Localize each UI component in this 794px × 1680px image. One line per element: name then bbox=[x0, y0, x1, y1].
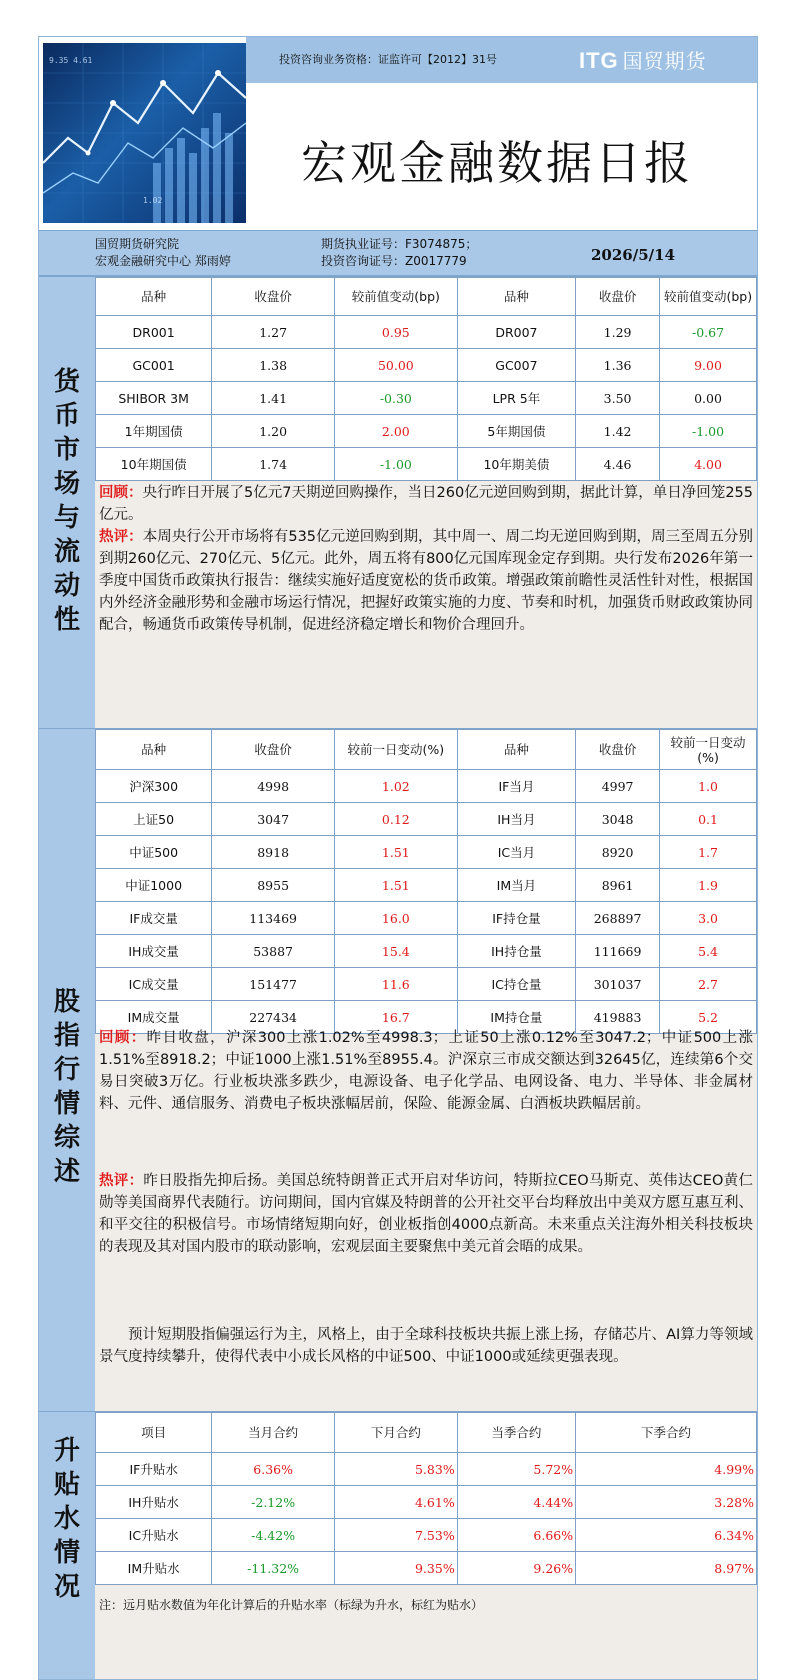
table-cell: 5.83% bbox=[334, 1453, 457, 1486]
table-cell: 沪深300 bbox=[96, 770, 212, 803]
table-cell: 1.41 bbox=[212, 382, 335, 415]
table-cell: 中证1000 bbox=[96, 869, 212, 902]
money-review-label: 回顾： bbox=[99, 485, 143, 501]
column-header: 收盘价 bbox=[576, 278, 660, 316]
stock-comment bbox=[99, 1170, 753, 1258]
column-header: 较前值变动(bp) bbox=[334, 278, 457, 316]
table-cell: 6.34% bbox=[576, 1519, 757, 1552]
table-cell: 4.00 bbox=[660, 448, 757, 481]
table-header-row bbox=[96, 730, 757, 770]
table-cell: 4.61% bbox=[334, 1486, 457, 1519]
table-cell: 113469 bbox=[212, 902, 335, 935]
table-cell: IM成交量 bbox=[96, 1001, 212, 1034]
table-cell: SHIBOR 3M bbox=[96, 382, 212, 415]
table-cell: 3.28% bbox=[576, 1486, 757, 1519]
table-cell: 151477 bbox=[212, 968, 335, 1001]
table-cell: 5年期国债 bbox=[457, 415, 575, 448]
license-text: 投资咨询业务资格：证监许可【2012】31号 bbox=[279, 53, 497, 66]
table-cell: 10年期国债 bbox=[96, 448, 212, 481]
money-comment bbox=[99, 526, 753, 636]
money-comment-text: 本周央行公开市场将有535亿元逆回购到期，其中周一、周二均无逆回购到期，周三至周五分别到期260亿元、270亿元、5亿元。此外，周五将有800亿元国库现金定存到期。央行发布2026年第一季度中国货币政策执行报告：继续实施好适度宽松的货币政策。增强政策前瞻性灵活性针对性，根据国内外经济金融形势和金融市场运行情况，把握好政策实施的力度、节奏和时机，加强货币财政政策协同配合，畅通货币政策传导机制，促进经济稳定增长和物价合理回升。 bbox=[99, 529, 753, 633]
table-cell: 1年期国债 bbox=[96, 415, 212, 448]
report-page bbox=[38, 36, 758, 1680]
table-cell: IM持仓量 bbox=[457, 1001, 575, 1034]
stock-review-label: 回顾： bbox=[99, 1030, 147, 1046]
table-cell: IC持仓量 bbox=[457, 968, 575, 1001]
table-row bbox=[96, 382, 757, 415]
column-header: 收盘价 bbox=[212, 730, 335, 770]
money-review-text: 央行昨日开展了5亿元7天期逆回购操作，当日260亿元逆回购到期，据此计算，单日净回笼255亿元。 bbox=[99, 485, 753, 523]
table-cell: -4.42% bbox=[212, 1519, 335, 1552]
column-header: 较前一日变动(%) bbox=[660, 730, 757, 770]
table-row bbox=[96, 836, 757, 869]
table-cell: 4998 bbox=[212, 770, 335, 803]
table-cell: 1.0 bbox=[660, 770, 757, 803]
table-cell: DR007 bbox=[457, 316, 575, 349]
table-cell: IC当月 bbox=[457, 836, 575, 869]
table-row bbox=[96, 968, 757, 1001]
table-cell: IF当月 bbox=[457, 770, 575, 803]
table-cell: 1.9 bbox=[660, 869, 757, 902]
column-header: 较前值变动(bp) bbox=[660, 278, 757, 316]
table-cell: IH当月 bbox=[457, 803, 575, 836]
side-label-char: 市 bbox=[53, 435, 80, 465]
column-header: 收盘价 bbox=[212, 278, 335, 316]
side-label-char: 指 bbox=[53, 1021, 80, 1051]
table-header-row bbox=[96, 278, 757, 316]
logo-latin: ITG bbox=[579, 48, 619, 73]
column-header: 下月合约 bbox=[334, 1413, 457, 1453]
column-header: 品种 bbox=[96, 278, 212, 316]
table-cell: 2.00 bbox=[334, 415, 457, 448]
author-info-bar bbox=[39, 230, 758, 276]
side-label-char: 况 bbox=[53, 1572, 80, 1602]
table-cell: 268897 bbox=[576, 902, 660, 935]
table-cell: 8920 bbox=[576, 836, 660, 869]
money-review bbox=[99, 482, 753, 526]
money-comment-label: 热评： bbox=[99, 529, 143, 545]
table-cell: 1.29 bbox=[576, 316, 660, 349]
side-label-char: 流 bbox=[53, 537, 80, 567]
table-cell: 1.7 bbox=[660, 836, 757, 869]
table-cell: -1.00 bbox=[334, 448, 457, 481]
column-header: 下季合约 bbox=[576, 1413, 757, 1453]
table-cell: 0.00 bbox=[660, 382, 757, 415]
side-label-char: 币 bbox=[53, 401, 80, 431]
table-row bbox=[96, 349, 757, 382]
side-label-char: 股 bbox=[53, 987, 80, 1017]
table-cell: IF升贴水 bbox=[96, 1453, 212, 1486]
side-label-char: 动 bbox=[53, 571, 80, 601]
table-cell: 53887 bbox=[212, 935, 335, 968]
table-cell: 2.7 bbox=[660, 968, 757, 1001]
stock-comment-2: 预计短期股指偏强运行为主，风格上，由于全球科技板块共振上涨上扬，存储芯片、AI算力等领域景气度持续攀升，使得代表中小成长风格的中证500、中证1000或延续更强表现。 bbox=[99, 1327, 753, 1365]
table-cell: 419883 bbox=[576, 1001, 660, 1034]
table-cell: 7.53% bbox=[334, 1519, 457, 1552]
table-cell: 4997 bbox=[576, 770, 660, 803]
table-cell: IH升贴水 bbox=[96, 1486, 212, 1519]
table-cell: LPR 5年 bbox=[457, 382, 575, 415]
column-header: 当月合约 bbox=[212, 1413, 335, 1453]
stock-comment-text: 昨日股指先抑后扬。美国总统特朗普正式开启对华访问，特斯拉CEO马斯克、英伟达CEO黄仁勋等美国商界代表随行。访问期间，国内官媒及特朗普的公开社交平台均释放出中美双方愿互惠互利、和平交往的积极信号。市场情绪短期向好，创业板指创4000点新高。未来重点关注海外相关科技板块的表现及其对国内股市的联动影响，宏观层面主要聚焦中美元首会晤的成果。 bbox=[99, 1173, 753, 1255]
table-cell: 9.00 bbox=[660, 349, 757, 382]
table-row bbox=[96, 448, 757, 481]
table-cell: 1.51 bbox=[334, 869, 457, 902]
side-label-char: 情 bbox=[53, 1538, 80, 1568]
table-cell: 1.74 bbox=[212, 448, 335, 481]
column-header: 收盘价 bbox=[576, 730, 660, 770]
stock-comment-label: 热评： bbox=[99, 1173, 144, 1189]
side-label-char: 货 bbox=[53, 367, 80, 397]
side-label-char: 综 bbox=[53, 1123, 80, 1153]
table-cell: 1.20 bbox=[212, 415, 335, 448]
table-cell: 50.00 bbox=[334, 349, 457, 382]
table-cell: 11.6 bbox=[334, 968, 457, 1001]
futures-license: 期货执业证号：F3074875； bbox=[321, 237, 478, 251]
table-cell: IC升贴水 bbox=[96, 1519, 212, 1552]
report-title: 宏观金融数据日报 bbox=[301, 136, 693, 190]
column-header: 当季合约 bbox=[457, 1413, 575, 1453]
table-cell: 1.42 bbox=[576, 415, 660, 448]
table-row bbox=[96, 415, 757, 448]
table-cell: -2.12% bbox=[212, 1486, 335, 1519]
table-cell: 9.35% bbox=[334, 1552, 457, 1585]
table-cell: IM升贴水 bbox=[96, 1552, 212, 1585]
table-header-row bbox=[96, 1413, 757, 1453]
table-cell: 227434 bbox=[212, 1001, 335, 1034]
table-cell: GC001 bbox=[96, 349, 212, 382]
side-label-char: 升 bbox=[53, 1436, 80, 1466]
table-cell: 301037 bbox=[576, 968, 660, 1001]
table-cell: IF持仓量 bbox=[457, 902, 575, 935]
table-cell: 3048 bbox=[576, 803, 660, 836]
table-row bbox=[96, 1519, 757, 1552]
column-header: 较前一日变动(%) bbox=[334, 730, 457, 770]
side-label-char: 水 bbox=[53, 1504, 80, 1534]
table-cell: 3.0 bbox=[660, 902, 757, 935]
stock-review-text: 昨日收盘，沪深300上涨1.02%至4998.3；上证50上涨0.12%至3047.2；中证500上涨1.51%至8918.2；中证1000上涨1.51%至8955.4。沪深京三市成交额达到32645亿，连续第6个交易日突破3万亿。行业板块涨多跌少，电源设备、电子化学品、电网设备、电力、半导体、非金属材料、元件、通信服务、消费电子板块涨幅居前，保险、能源金属、白酒板块跌幅居前。 bbox=[99, 1030, 753, 1112]
header-finance-image bbox=[43, 43, 246, 223]
money-market-section bbox=[39, 276, 758, 728]
table-cell: 3.50 bbox=[576, 382, 660, 415]
table-cell: IC成交量 bbox=[96, 968, 212, 1001]
table-row bbox=[96, 1486, 757, 1519]
table-cell: 5.72% bbox=[457, 1453, 575, 1486]
report-date: 2026/5/14 bbox=[591, 246, 676, 264]
table-cell: 0.95 bbox=[334, 316, 457, 349]
table-cell: 5.4 bbox=[660, 935, 757, 968]
table-cell: 1.38 bbox=[212, 349, 335, 382]
table-row bbox=[96, 803, 757, 836]
side-label-char: 行 bbox=[53, 1055, 80, 1085]
advisory-license: 投资咨询证号：Z0017779 bbox=[321, 254, 467, 268]
table-cell: 1.36 bbox=[576, 349, 660, 382]
itg-logo bbox=[579, 45, 707, 74]
side-label-char: 贴 bbox=[53, 1470, 80, 1500]
table-cell: -0.67 bbox=[660, 316, 757, 349]
column-header: 品种 bbox=[457, 730, 575, 770]
table-cell: GC007 bbox=[457, 349, 575, 382]
table-row bbox=[96, 902, 757, 935]
table-cell: 1.51 bbox=[334, 836, 457, 869]
org-name: 国贸期货研究院 bbox=[95, 237, 180, 251]
research-center: 宏观金融研究中心 郑雨婷 bbox=[95, 254, 231, 268]
table-cell: DR001 bbox=[96, 316, 212, 349]
table-cell: 8961 bbox=[576, 869, 660, 902]
table-row bbox=[96, 316, 757, 349]
basis-table bbox=[95, 1412, 757, 1585]
basis-section bbox=[39, 1411, 758, 1680]
side-label-char: 情 bbox=[53, 1089, 80, 1119]
column-header: 项目 bbox=[96, 1413, 212, 1453]
basis-note: 注：远月贴水数值为年化计算后的升贴水率（标绿为升水，标红为贴水） bbox=[99, 1598, 484, 1612]
table-cell: 1.27 bbox=[212, 316, 335, 349]
table-cell: IH持仓量 bbox=[457, 935, 575, 968]
svg-text:1.02: 1.02 bbox=[143, 196, 163, 205]
side-label-char: 述 bbox=[53, 1157, 80, 1187]
table-cell: -0.30 bbox=[334, 382, 457, 415]
table-cell: 0.1 bbox=[660, 803, 757, 836]
table-cell: IM当月 bbox=[457, 869, 575, 902]
table-cell: 111669 bbox=[576, 935, 660, 968]
table-row bbox=[96, 1552, 757, 1585]
basis-side-label bbox=[39, 1412, 95, 1680]
stock-review bbox=[99, 1027, 753, 1115]
logo-chinese: 国贸期货 bbox=[622, 51, 707, 73]
table-cell: -1.00 bbox=[660, 415, 757, 448]
money-market-table bbox=[95, 277, 757, 481]
table-cell: IF成交量 bbox=[96, 902, 212, 935]
column-header: 品种 bbox=[457, 278, 575, 316]
table-cell: 6.66% bbox=[457, 1519, 575, 1552]
table-cell: 8955 bbox=[212, 869, 335, 902]
stock-index-section bbox=[39, 728, 758, 1411]
side-label-char: 场 bbox=[53, 469, 80, 499]
table-cell: 4.46 bbox=[576, 448, 660, 481]
stock-index-side-label bbox=[39, 729, 95, 1411]
table-cell: 3047 bbox=[212, 803, 335, 836]
table-cell: IH成交量 bbox=[96, 935, 212, 968]
money-market-side-label bbox=[39, 277, 95, 728]
table-cell: 4.99% bbox=[576, 1453, 757, 1486]
side-label-char: 性 bbox=[53, 605, 80, 635]
table-cell: 16.0 bbox=[334, 902, 457, 935]
table-cell: 15.4 bbox=[334, 935, 457, 968]
table-cell: 10年期美债 bbox=[457, 448, 575, 481]
table-cell: 上证50 bbox=[96, 803, 212, 836]
svg-text:9.35 4.61: 9.35 4.61 bbox=[49, 56, 93, 65]
column-header: 品种 bbox=[96, 730, 212, 770]
table-row bbox=[96, 935, 757, 968]
table-cell: -11.32% bbox=[212, 1552, 335, 1585]
table-row bbox=[96, 1453, 757, 1486]
table-cell: 中证500 bbox=[96, 836, 212, 869]
table-cell: 1.02 bbox=[334, 770, 457, 803]
side-label-char: 与 bbox=[53, 503, 80, 533]
table-cell: 8.97% bbox=[576, 1552, 757, 1585]
report-header bbox=[39, 37, 758, 230]
table-cell: 5.2 bbox=[660, 1001, 757, 1034]
table-cell: 0.12 bbox=[334, 803, 457, 836]
table-cell: 9.26% bbox=[457, 1552, 575, 1585]
stock-index-table bbox=[95, 729, 757, 1034]
table-row bbox=[96, 869, 757, 902]
table-cell: 6.36% bbox=[212, 1453, 335, 1486]
table-cell: 16.7 bbox=[334, 1001, 457, 1034]
table-row bbox=[96, 770, 757, 803]
table-cell: 8918 bbox=[212, 836, 335, 869]
table-cell: 4.44% bbox=[457, 1486, 575, 1519]
